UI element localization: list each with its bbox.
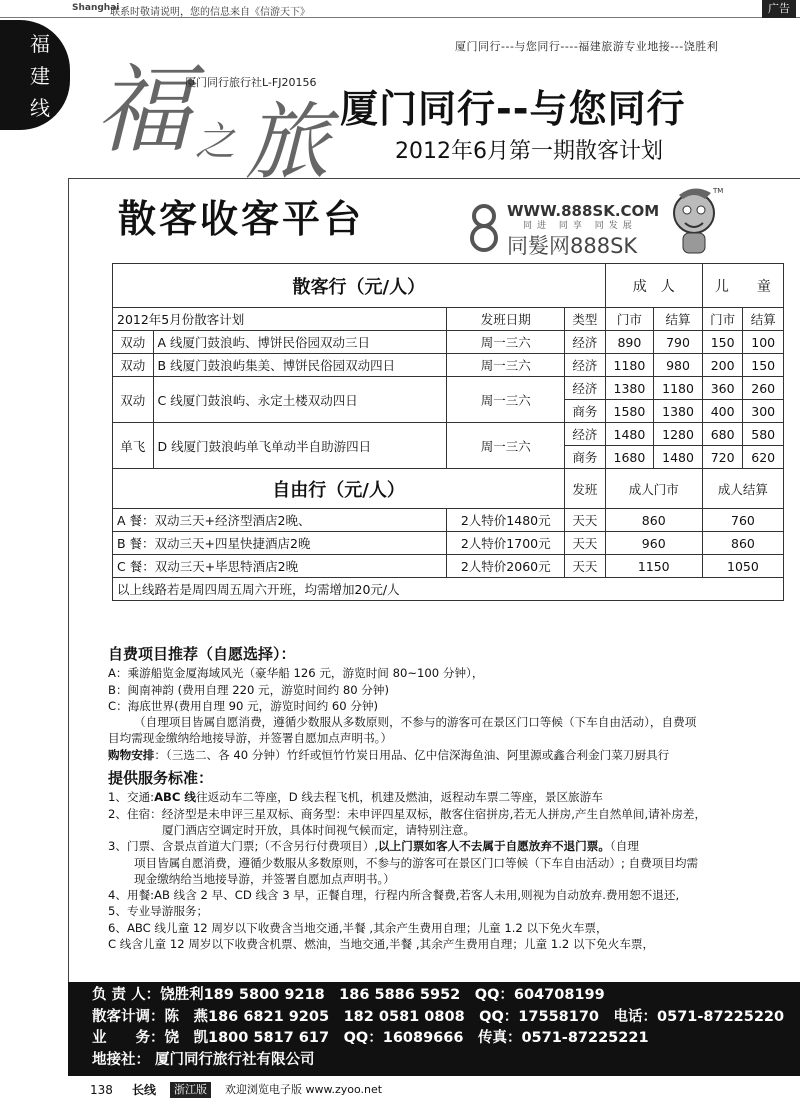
surcharge-note: 以上线路若是周四周五周六开班，均需增加20元/人 <box>113 578 784 601</box>
terms-section <box>108 646 788 952</box>
region-char-3: 线 <box>30 96 50 120</box>
table-row: 双动 C 线厦门鼓浪屿、永定土楼双动四日 周一三六 经济 1380 1180 360 260 <box>113 377 784 400</box>
mascot-icon <box>665 183 723 263</box>
extras-title: 自费项目推荐（自愿选择）： <box>108 645 296 663</box>
free-tour-title: 自由行（元/人） <box>113 469 565 509</box>
col-depart: 发班 <box>565 469 606 509</box>
col-child-retail: 门市 <box>702 308 743 331</box>
agency-license: 厦门同行旅行社L-FJ20156 <box>185 76 317 89</box>
service-3: 3、门票、含景点首道大门票;（不含另行付费项目）,以上门票如客人不去属于自愿放弃不退门票。（自理 <box>108 839 639 854</box>
brand-char-zhi: 之 <box>195 119 235 165</box>
service-7: C 线含儿童 12 周岁以下收费含机票、燃油，当地交通,半餐 ,其余产生费用自理；儿童 1.2 以下免火车票， <box>108 937 655 952</box>
service-3c: 现金缴纳给当地接导游，并签署自愿加点声明书。） <box>134 871 395 886</box>
service-3b: 项目皆属自愿消费，遵循少数服从多数原则，不参与的游客可在景区门口等候（下车自由活动）; 自费项目均需 <box>134 855 699 870</box>
table-row: 商务 1680 1480 720 620 <box>113 446 784 469</box>
col-date: 发班日期 <box>447 308 565 331</box>
page-footer <box>70 1080 800 1100</box>
shopping-text: ：（三选二、各 40 分钟）竹纤或恒竹竹炭日用品、亿中信深海鱼油、阿里源或鑫合利金门菜刀厨具行 <box>154 747 670 762</box>
ad-badge: 广告 <box>762 0 796 18</box>
service-2b: 厦门酒店空调定时开放，具体时间视气候而定，请特别注意。 <box>162 822 476 837</box>
group-tour-title: 散客行（元/人） <box>113 264 606 308</box>
contact-agency: 地接社： 厦门同行旅行社有限公司 <box>92 1051 315 1068</box>
plan-subtitle: 2012年6月第一期散客计划 <box>395 139 663 164</box>
region-tab <box>0 20 70 130</box>
contact-sales: 业 务：饶 凯1800 5817 617 QQ：16089666 传真：0571-87225221 <box>92 1030 649 1046</box>
slogan: 厦门同行---与您同行----福建旅游专业地接---饶胜利 <box>455 40 719 53</box>
brand-char-fu: 福 <box>95 54 191 166</box>
partner-url: WWW.888SK.COM <box>507 202 660 220</box>
brand-char-lv: 旅 <box>245 93 330 191</box>
magazine-logo: Shanghai <box>72 3 120 13</box>
col-child-settle: 结算 <box>743 308 784 331</box>
service-2: 2、住宿：经济型是未申评三星双标、商务型：未申评四星双标，散客住宿拼房,若无人拼房,产生自然单间,请补房差， <box>108 806 707 821</box>
service-title: 提供服务标准： <box>108 769 214 788</box>
shopping-line <box>108 747 788 763</box>
col-type: 类型 <box>565 308 606 331</box>
table-row: A 餐：双动三天+经济型酒店2晚、 2人特价1480元 天天 860 760 <box>113 509 784 532</box>
service-1: 1、交通:ABC 线往返动车二等座，D 线去程飞机，机建及燃油，返程动车票二等座，景区旅游车 <box>108 790 603 805</box>
table-row: C 餐：双动三天+毕思特酒店2晚 2人特价2060元 天天 1150 1050 <box>113 555 784 578</box>
col-adult-retail: 门市 <box>605 308 654 331</box>
plan-label: 2012年5月份散客计划 <box>113 308 447 331</box>
contact-manager: 负 责 人：饶胜利189 5800 9218 186 5886 5952 QQ：604708199 <box>92 987 605 1003</box>
table-row: B 餐：双动三天+四星快捷酒店2晚 2人特价1700元 天天 960 860 <box>113 532 784 555</box>
brand-calligraphy <box>95 45 330 191</box>
price-table <box>112 263 784 601</box>
region-char-1: 福 <box>30 32 50 56</box>
adult-header: 成 人 <box>605 264 702 308</box>
trademark-mark: TM <box>713 187 723 195</box>
shopping-label: 购物安排 <box>108 747 155 762</box>
platform-title: 散客收客平台 <box>118 197 365 241</box>
page-headline: 厦门同行--与您同行 <box>340 87 686 131</box>
partner-name: 同髮网888SK <box>507 234 638 258</box>
col-adult-retail-free: 成人门市 <box>605 469 702 509</box>
table-row: 单飞 D 线厦门鼓浪屿单飞单动半自助游四日 周一三六 经济 1480 1280 680 580 <box>113 423 784 446</box>
edition-badge: 浙江版 <box>170 1082 211 1098</box>
page-number: 138 <box>90 1083 113 1097</box>
extras-note-1: （自理项目皆属自愿消费，遵循少数服从多数原则，不参与的游客可在景区门口等候（下车自由活动），自费项 <box>134 715 697 730</box>
service-4: 4、用餐:AB 线含 2 早、CD 线含 3 早，正餐自理，行程内所含餐费,若客人未用,则视为自动放弃.费用恕不退还, <box>108 888 680 903</box>
extra-c: C：海底世界(费用自理 90 元，游览时间约 60 分钟) <box>108 698 379 713</box>
col-adult-settle: 结算 <box>654 308 703 331</box>
contact-planner: 散客计调：陈 燕186 6821 9205 182 0581 0808 QQ：17558170 电话：0571-87225220 <box>92 1008 785 1025</box>
extras-note-2: 目均需现金缴纳给地接导游，并签署自愿加点声明书。） <box>108 731 393 746</box>
contact-band <box>68 982 800 1076</box>
infinity-logo-icon <box>465 202 503 252</box>
website-link[interactable]: 欢迎浏览电子版 www.zyoo.net <box>225 1083 383 1096</box>
partner-motto: 同进 同享 同发展 <box>523 221 637 231</box>
table-row: 商务 1580 1380 400 300 <box>113 400 784 423</box>
table-row: 双动 B 线厦门鼓浪屿集美、博饼民俗园双动四日 周一三六 经济 1180 980 200 150 <box>113 354 784 377</box>
top-bar <box>0 0 800 18</box>
child-header: 儿 童 <box>702 264 783 308</box>
extra-a: A：乘游船览金厦海域风光（豪华船 126 元，游览时间 80~100 分钟）， <box>108 666 484 681</box>
contact-notice: 联系时敬请说明，您的信息来自《信游天下》 <box>110 7 310 18</box>
table-row: 双动 A 线厦门鼓浪屿、博饼民俗园双动三日 周一三六 经济 890 790 150 100 <box>113 331 784 354</box>
region-char-2: 建 <box>30 64 50 88</box>
service-5: 5、专业导游服务； <box>108 904 209 919</box>
service-6: 6、ABC 线儿童 12 周岁以下收费含当地交通,半餐 ,其余产生费用自理；儿童 1.2 以下免火车票， <box>108 920 608 935</box>
extra-b: B：闽南神韵 (费用自理 220 元，游览时间约 80 分钟) <box>108 682 389 697</box>
col-adult-settle-free: 成人结算 <box>702 469 783 509</box>
section-label: 长线 <box>132 1083 157 1097</box>
